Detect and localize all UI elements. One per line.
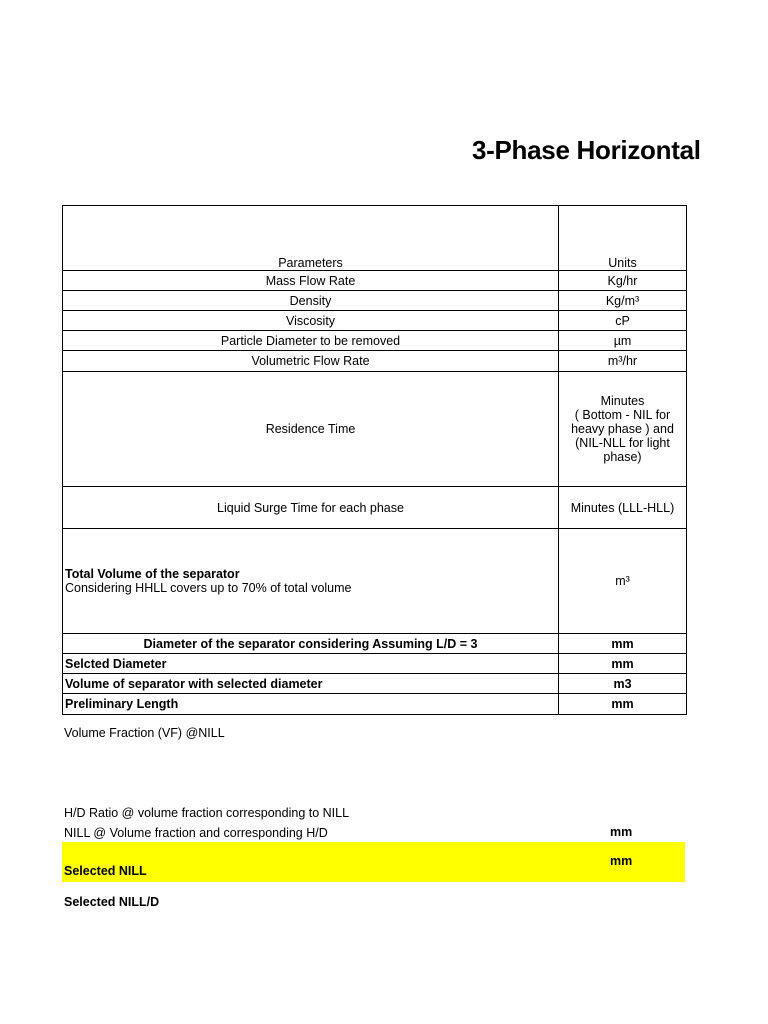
row-units: Kg/m³ <box>559 291 687 311</box>
row-param: Volume of separator with selected diameter <box>63 674 559 694</box>
row-param: Preliminary Length <box>63 694 559 715</box>
row-param-line1: Total Volume of the separator <box>65 567 240 581</box>
parameters-table <box>62 205 687 715</box>
row-units: Minutes ( Bottom - NIL for heavy phase ) and (NIL-NLL for light phase) <box>559 372 687 487</box>
table-row <box>63 487 687 529</box>
page-title: 3-Phase Horizontal <box>472 135 701 165</box>
table-row <box>63 331 687 351</box>
row-param: Diameter of the separator considering Assuming L/D = 3 <box>63 634 559 654</box>
nill-vf-units: mm <box>610 825 633 839</box>
row-units: Minutes (LLL-HLL) <box>559 487 687 529</box>
header-parameters: Parameters <box>63 206 559 271</box>
table-row <box>63 351 687 372</box>
row-param: Mass Flow Rate <box>63 271 559 291</box>
row-param: Volumetric Flow Rate <box>63 351 559 372</box>
hd-ratio-label: H/D Ratio @ volume fraction corresponding to NILL <box>64 806 350 820</box>
row-param: Selcted Diameter <box>63 654 559 674</box>
row-units: Kg/hr <box>559 271 687 291</box>
row-param <box>63 529 559 634</box>
selected-nill-units: mm <box>610 854 633 868</box>
table-row <box>63 654 687 674</box>
row-param: Density <box>63 291 559 311</box>
row-param: Residence Time <box>63 372 559 487</box>
table-header-row <box>63 206 687 271</box>
table-row <box>63 529 687 634</box>
row-units: m3 <box>559 674 687 694</box>
row-units: mm <box>559 634 687 654</box>
row-units: µm <box>559 331 687 351</box>
table-row <box>63 291 687 311</box>
nill-vf-label: NILL @ Volume fraction and corresponding H/D <box>64 826 328 840</box>
row-param: Particle Diameter to be removed <box>63 331 559 351</box>
table-row <box>63 271 687 291</box>
row-param: Liquid Surge Time for each phase <box>63 487 559 529</box>
selected-nill-d-label: Selected NILL/D <box>64 895 160 909</box>
row-units: cP <box>559 311 687 331</box>
row-param-line2: Considering HHLL covers up to 70% of total volume <box>65 581 352 595</box>
row-units: mm <box>559 654 687 674</box>
table-row <box>63 674 687 694</box>
table-row <box>63 372 687 487</box>
row-units: m³/hr <box>559 351 687 372</box>
table-row <box>63 311 687 331</box>
table-row <box>63 634 687 654</box>
selected-nill-highlight <box>62 842 685 882</box>
row-param: Viscosity <box>63 311 559 331</box>
header-units: Units <box>559 206 687 271</box>
row-units: mm <box>559 694 687 715</box>
selected-nill-label: Selected NILL <box>64 864 147 878</box>
volume-fraction-label: Volume Fraction (VF) @NILL <box>64 726 225 740</box>
row-units: m³ <box>559 529 687 634</box>
table-row <box>63 694 687 715</box>
